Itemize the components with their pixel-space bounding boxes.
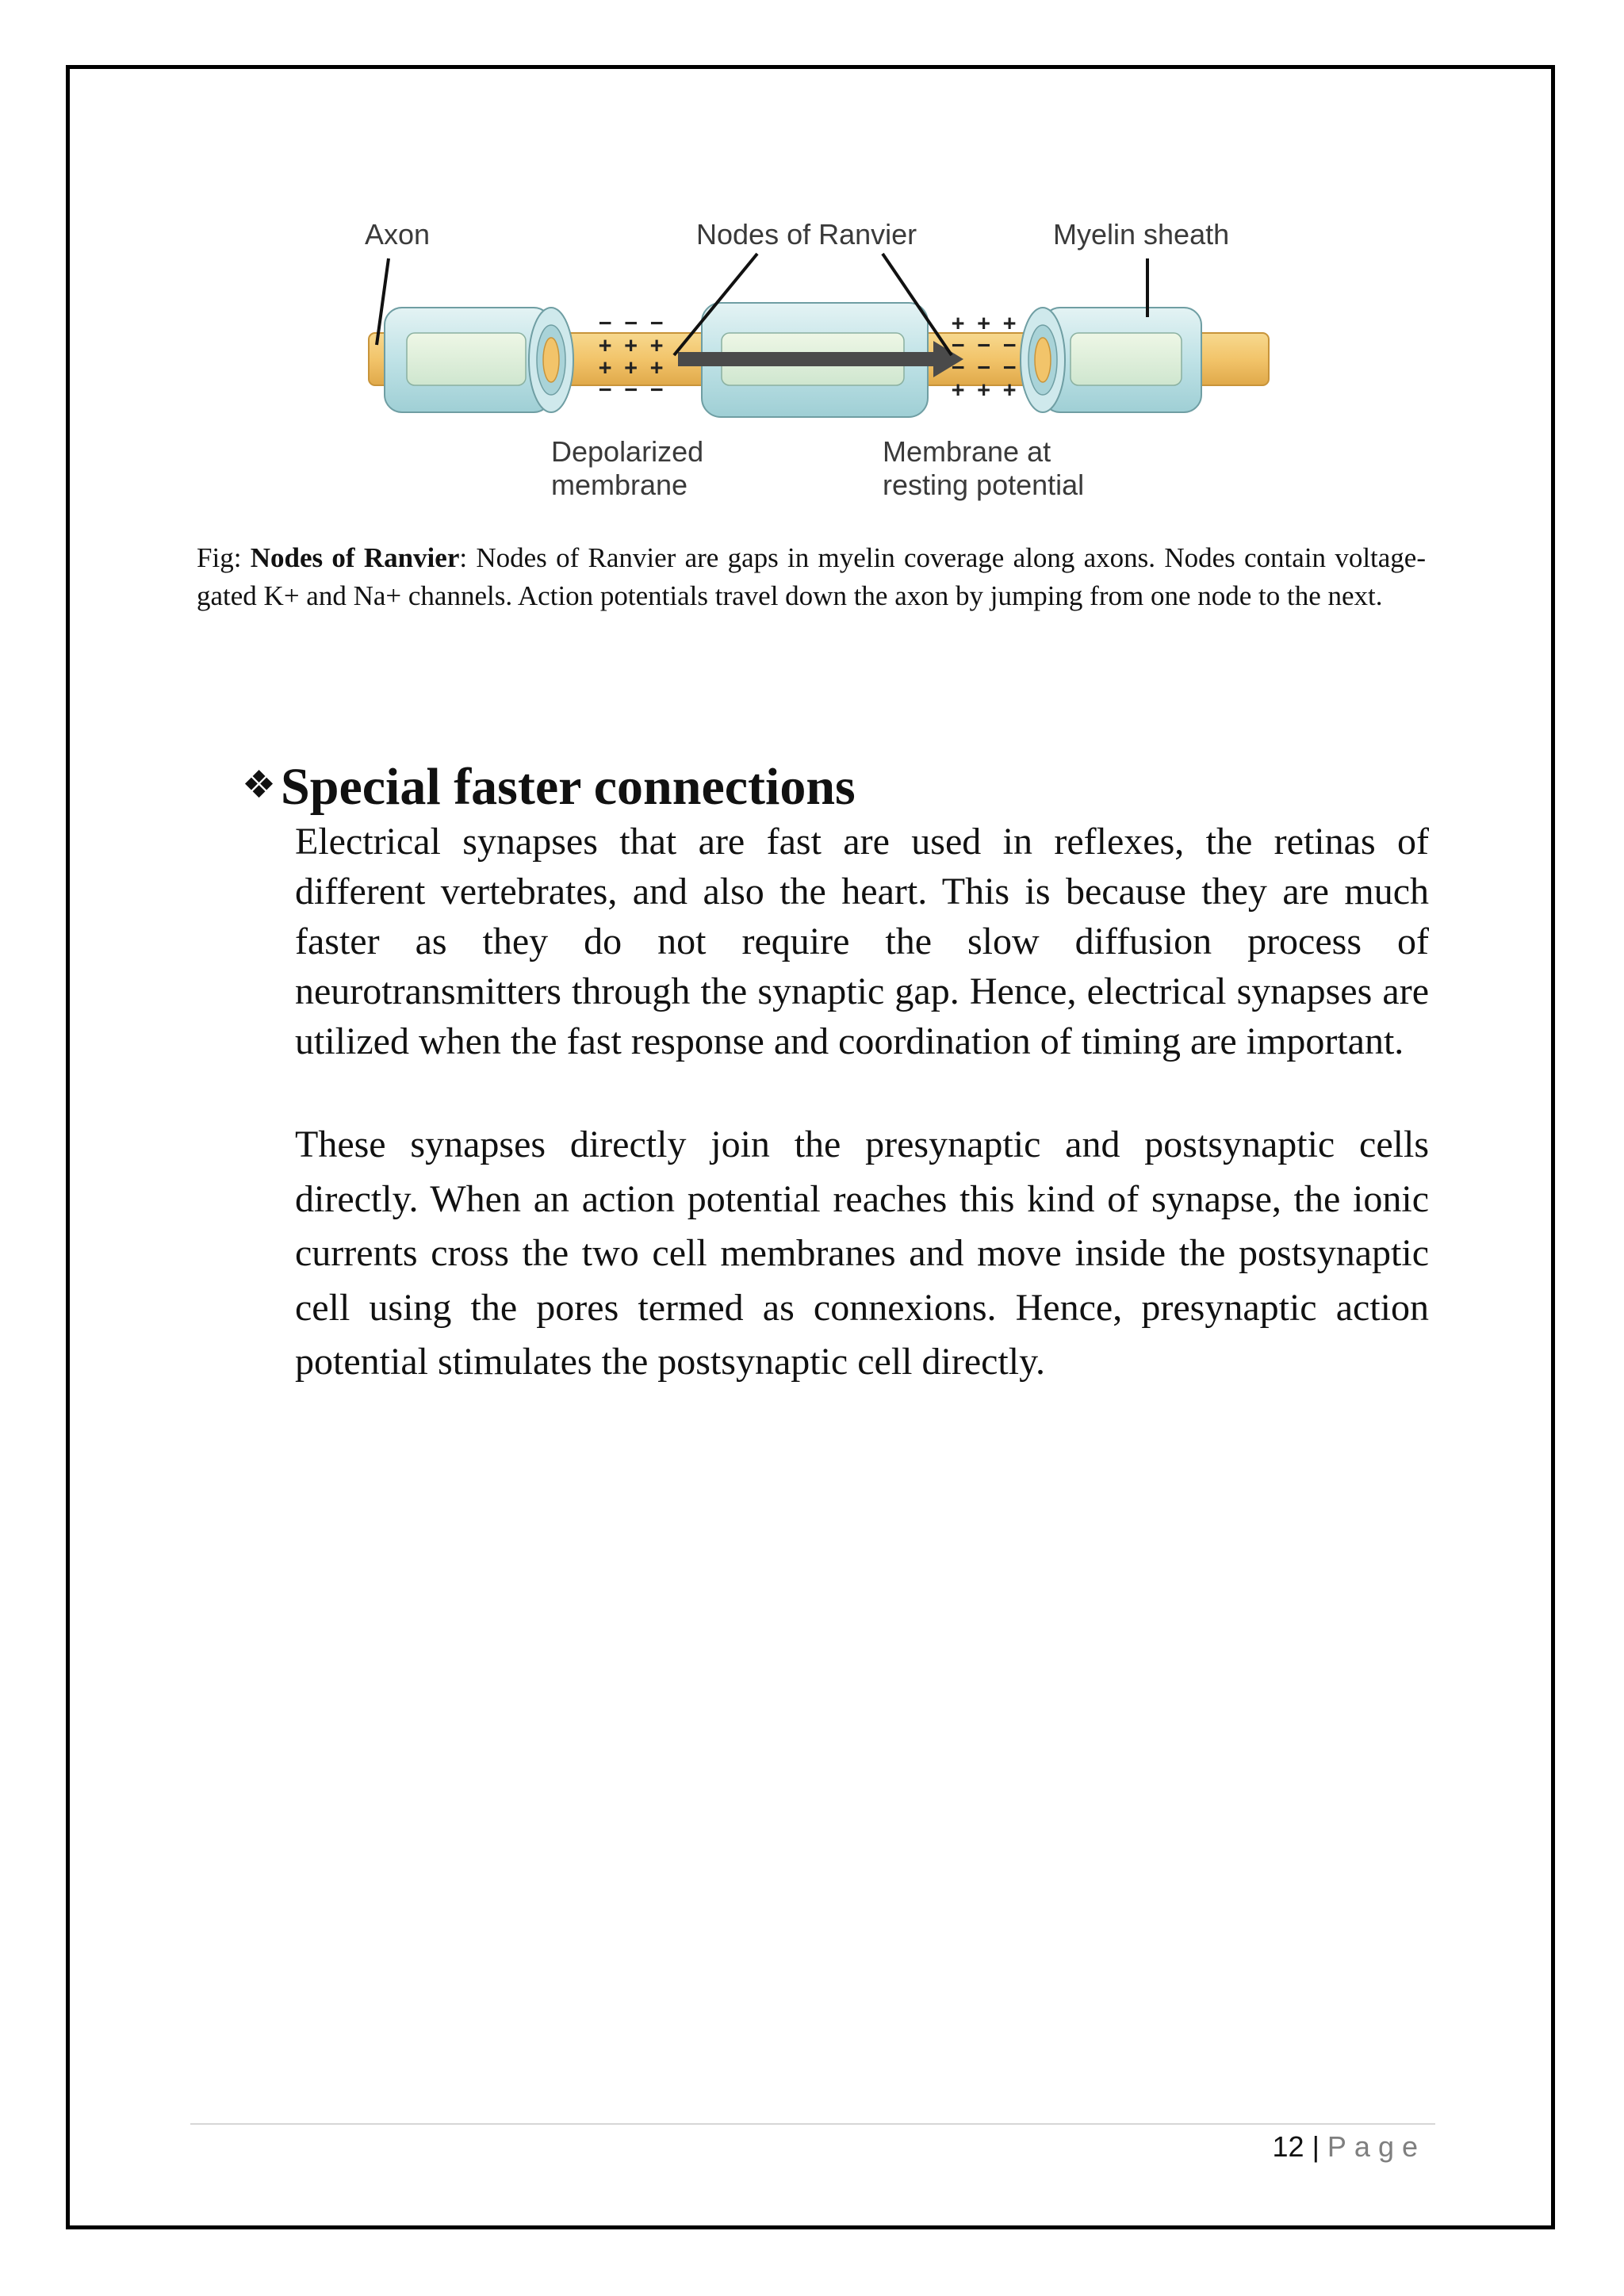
- caption-title: Nodes of Ranvier: [250, 542, 460, 573]
- depolarized-top-outer-signs: − − −: [599, 311, 664, 335]
- myelin-segment-left: [385, 308, 573, 412]
- depolarized-bottom-inner-signs: + + +: [599, 355, 664, 380]
- resting-bottom-outer-signs: + + +: [952, 377, 1017, 402]
- page-number: 12: [1272, 2130, 1304, 2163]
- depolarized-bottom-outer-signs: − − −: [599, 377, 664, 402]
- label-resting-line1: Membrane at: [883, 435, 1051, 468]
- label-depolarized-line1: Depolarized: [551, 435, 704, 468]
- depolarized-top-inner-signs: + + +: [599, 333, 664, 358]
- label-resting-line2: resting potential: [883, 469, 1085, 501]
- footer-divider: [190, 2123, 1435, 2125]
- resting-bottom-inner-signs: − − −: [952, 355, 1017, 380]
- label-myelin-sheath: Myelin sheath: [1053, 218, 1230, 251]
- page-word: Page: [1327, 2130, 1426, 2163]
- label-depolarized-line2: membrane: [551, 469, 688, 501]
- resting-top-inner-signs: − − −: [952, 333, 1017, 358]
- caption-prefix: Fig:: [197, 542, 251, 573]
- axon-diagram: [361, 214, 1273, 515]
- label-axon: Axon: [365, 218, 431, 251]
- caption-body: : Nodes of Ranvier are gaps in myelin coverage along axons. Nodes contain voltage-gated K+ and Na+ channels. Action potentials travel down the axon by jumping from one node to the next.: [197, 542, 1426, 611]
- section-heading: [242, 753, 856, 819]
- resting-top-outer-signs: + + +: [952, 311, 1017, 335]
- nodes-of-ranvier-figure: [361, 214, 1273, 515]
- section-heading-text: Special faster connections: [281, 758, 856, 816]
- paragraph-electrical-synapses: Electrical synapses that are fast are used in reflexes, the retinas of different vertebrates, and also the heart. This is because they are much faster as they do not require the slow diffusion process of neurotransmitters through the synaptic gap. Hence, electrical synapses are utilized when the fast response and coordination of timing are important.: [295, 821, 1429, 1062]
- paragraph-synapse-mechanism: These synapses directly join the presynaptic and postsynaptic cells directly. When an action potential reaches this kind of synapse, the ionic currents cross the two cell membranes and move inside the postsynaptic cell using the pores termed as connexions. Hence, presynaptic action potential stimulates the postsynaptic cell directly.: [295, 1123, 1429, 1383]
- footer-separator: |: [1312, 2130, 1320, 2163]
- diamond-bullet-icon: ❖: [242, 763, 277, 807]
- page-footer: [1273, 2127, 1426, 2167]
- figure-caption: [197, 539, 1426, 615]
- label-nodes-of-ranvier: Nodes of Ranvier: [696, 218, 917, 251]
- myelin-segment-right: [1021, 308, 1201, 412]
